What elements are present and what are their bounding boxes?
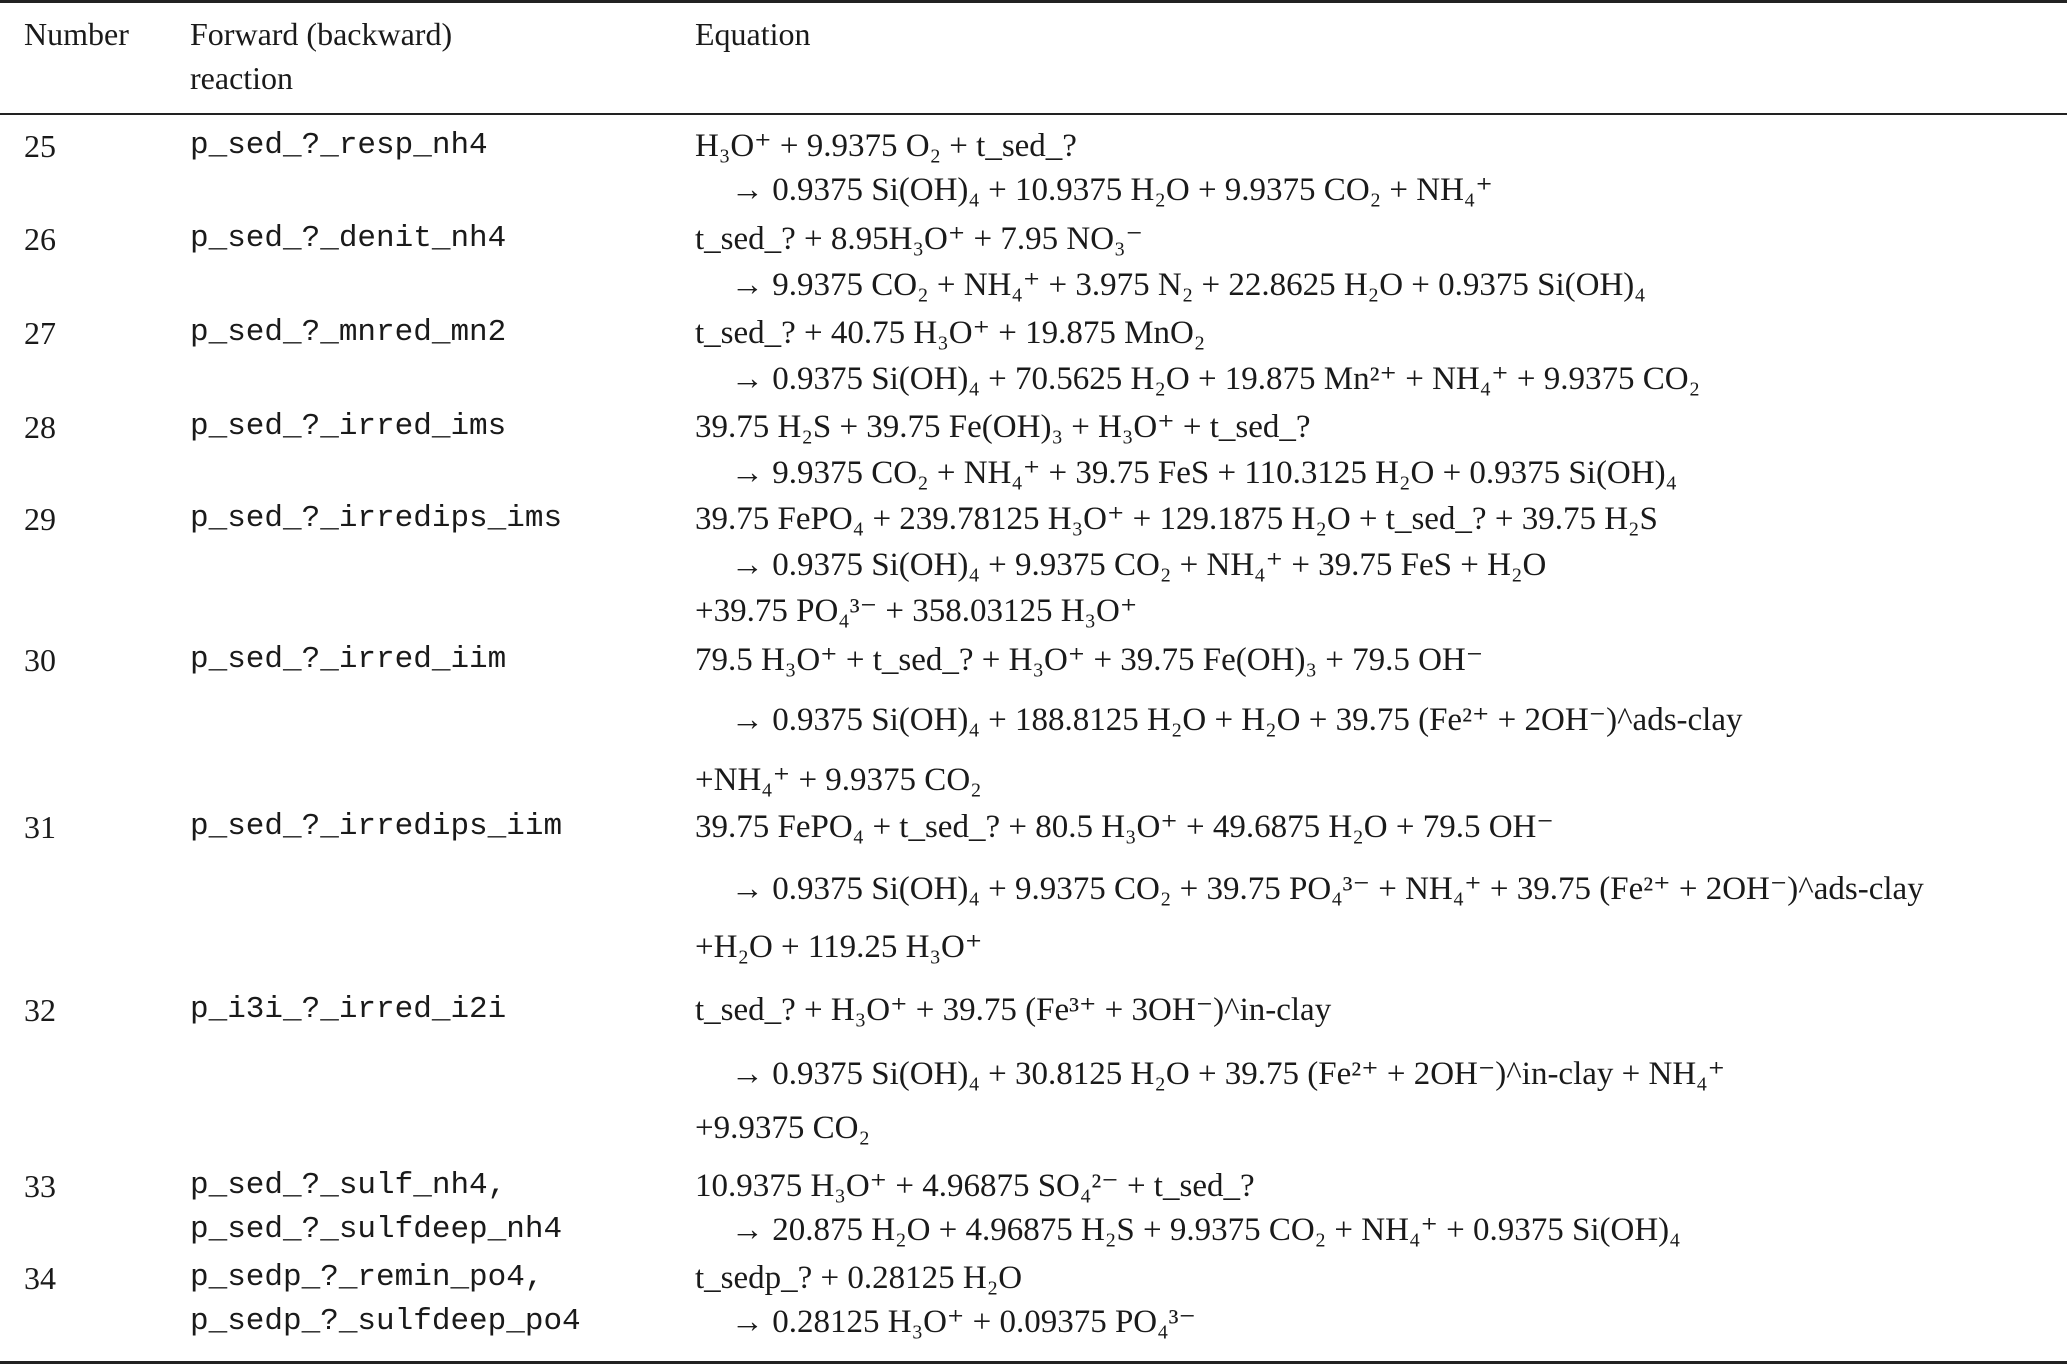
equation-line: 39.75 FePO₄ + t_sed_? + 80.5 H₃O⁺ + 49.6875 H₂O + 79.5 OH⁻ <box>695 809 1554 845</box>
equation-line: → 0.9375 Si(OH)₄ + 9.9375 CO₂ + NH₄⁺ + 39.75 FeS + H₂O <box>731 547 1547 583</box>
header-reaction-line1: Forward (backward) <box>190 16 453 52</box>
row-number: 32 <box>24 992 56 1028</box>
row-number: 25 <box>24 128 56 164</box>
equation-line: → 0.9375 Si(OH)₄ + 188.8125 H₂O + H₂O + 39.75 (Fe²⁺ + 2OH⁻)^ads-clay <box>731 702 1743 738</box>
equation-line: t_sed_? + 40.75 H₃O⁺ + 19.875 MnO₂ <box>695 315 1206 351</box>
equation-line: → 9.9375 CO₂ + NH₄⁺ + 39.75 FeS + 110.3125 H₂O + 0.9375 Si(OH)₄ <box>731 455 1678 491</box>
equation-line: → 20.875 H₂O + 4.96875 H₂S + 9.9375 CO₂ + NH₄⁺ + 0.9375 Si(OH)₄ <box>731 1212 1681 1248</box>
row-number: 29 <box>24 501 56 537</box>
row-number: 33 <box>24 1168 56 1204</box>
equation-line: → 0.9375 Si(OH)₄ + 30.8125 H₂O + 39.75 (Fe²⁺ + 2OH⁻)^in-clay + NH₄⁺ <box>731 1056 1726 1092</box>
row-number: 26 <box>24 221 56 257</box>
equation-line: t_sed_? + 8.95H₃O⁺ + 7.95 NO₃⁻ <box>695 221 1143 257</box>
row-reaction: p_sed_?_irred_iim <box>190 642 507 677</box>
equation-line: 39.75 FePO₄ + 239.78125 H₃O⁺ + 129.1875 H₂O + t_sed_? + 39.75 H₂S <box>695 501 1658 537</box>
equation-line: 10.9375 H₃O⁺ + 4.96875 SO₄²⁻ + t_sed_? <box>695 1168 1255 1204</box>
equation-line: +H₂O + 119.25 H₃O⁺ <box>695 929 983 965</box>
equation-line: +NH₄⁺ + 9.9375 CO₂ <box>695 762 982 798</box>
equation-line: → 0.28125 H₃O⁺ + 0.09375 PO₄³⁻ <box>731 1304 1196 1340</box>
table-bottom-rule <box>0 1361 2067 1364</box>
header-equation: Equation <box>695 16 811 52</box>
row-number: 28 <box>24 409 56 445</box>
table-header-rule <box>0 113 2067 115</box>
header-reaction-line2: reaction <box>190 60 294 96</box>
row-reaction: p_i3i_?_irred_i2i <box>190 992 507 1027</box>
equation-line: t_sedp_? + 0.28125 H₂O <box>695 1260 1023 1296</box>
row-reaction: p_sed_?_irredips_ims <box>190 501 563 536</box>
row-reaction: p_sed_?_mnred_mn2 <box>190 315 507 350</box>
equation-line: → 0.9375 Si(OH)₄ + 70.5625 H₂O + 19.875 Mn²⁺ + NH₄⁺ + 9.9375 CO₂ <box>731 361 1701 397</box>
row-reaction: p_sed_?_irred_ims <box>190 409 507 444</box>
equation-line: → 0.9375 Si(OH)₄ + 10.9375 H₂O + 9.9375 CO₂ + NH₄⁺ <box>731 172 1493 208</box>
equation-line: H₃O⁺ + 9.9375 O₂ + t_sed_? <box>695 128 1077 164</box>
row-reaction: p_sed_?_denit_nh4 <box>190 221 507 256</box>
row-reaction-line: p_sed_?_sulf_nh4, <box>190 1168 507 1203</box>
row-reaction-line: p_sedp_?_sulfdeep_po4 <box>190 1304 581 1339</box>
row-reaction <box>190 1164 562 1252</box>
row-reaction-line: p_sed_?_sulfdeep_nh4 <box>190 1212 563 1247</box>
row-reaction: p_sed_?_irredips_iim <box>190 809 563 844</box>
row-number: 34 <box>24 1260 56 1296</box>
equation-line: → 9.9375 CO₂ + NH₄⁺ + 3.975 N₂ + 22.8625 H₂O + 0.9375 Si(OH)₄ <box>731 267 1646 303</box>
equation-line: 79.5 H₃O⁺ + t_sed_? + H₃O⁺ + 39.75 Fe(OH)₃ + 79.5 OH⁻ <box>695 642 1484 678</box>
row-reaction-line: p_sedp_?_remin_po4, <box>190 1260 544 1295</box>
equation-line: t_sed_? + H₃O⁺ + 39.75 (Fe³⁺ + 3OH⁻)^in-clay <box>695 992 1332 1028</box>
table-top-rule <box>0 0 2067 3</box>
equation-line: +39.75 PO₄³⁻ + 358.03125 H₃O⁺ <box>695 593 1138 629</box>
equation-line: → 0.9375 Si(OH)₄ + 9.9375 CO₂ + 39.75 PO₄³⁻ + NH₄⁺ + 39.75 (Fe²⁺ + 2OH⁻)^ads-clay <box>731 871 1924 907</box>
row-number: 27 <box>24 315 56 351</box>
equation-line: +9.9375 CO₂ <box>695 1110 870 1146</box>
equation-line: 39.75 H₂S + 39.75 Fe(OH)₃ + H₃O⁺ + t_sed_? <box>695 409 1311 445</box>
row-reaction <box>190 1256 581 1344</box>
row-number: 30 <box>24 642 56 678</box>
header-reaction <box>190 12 452 100</box>
row-reaction: p_sed_?_resp_nh4 <box>190 128 488 163</box>
row-number: 31 <box>24 809 56 845</box>
header-number: Number <box>24 16 129 52</box>
